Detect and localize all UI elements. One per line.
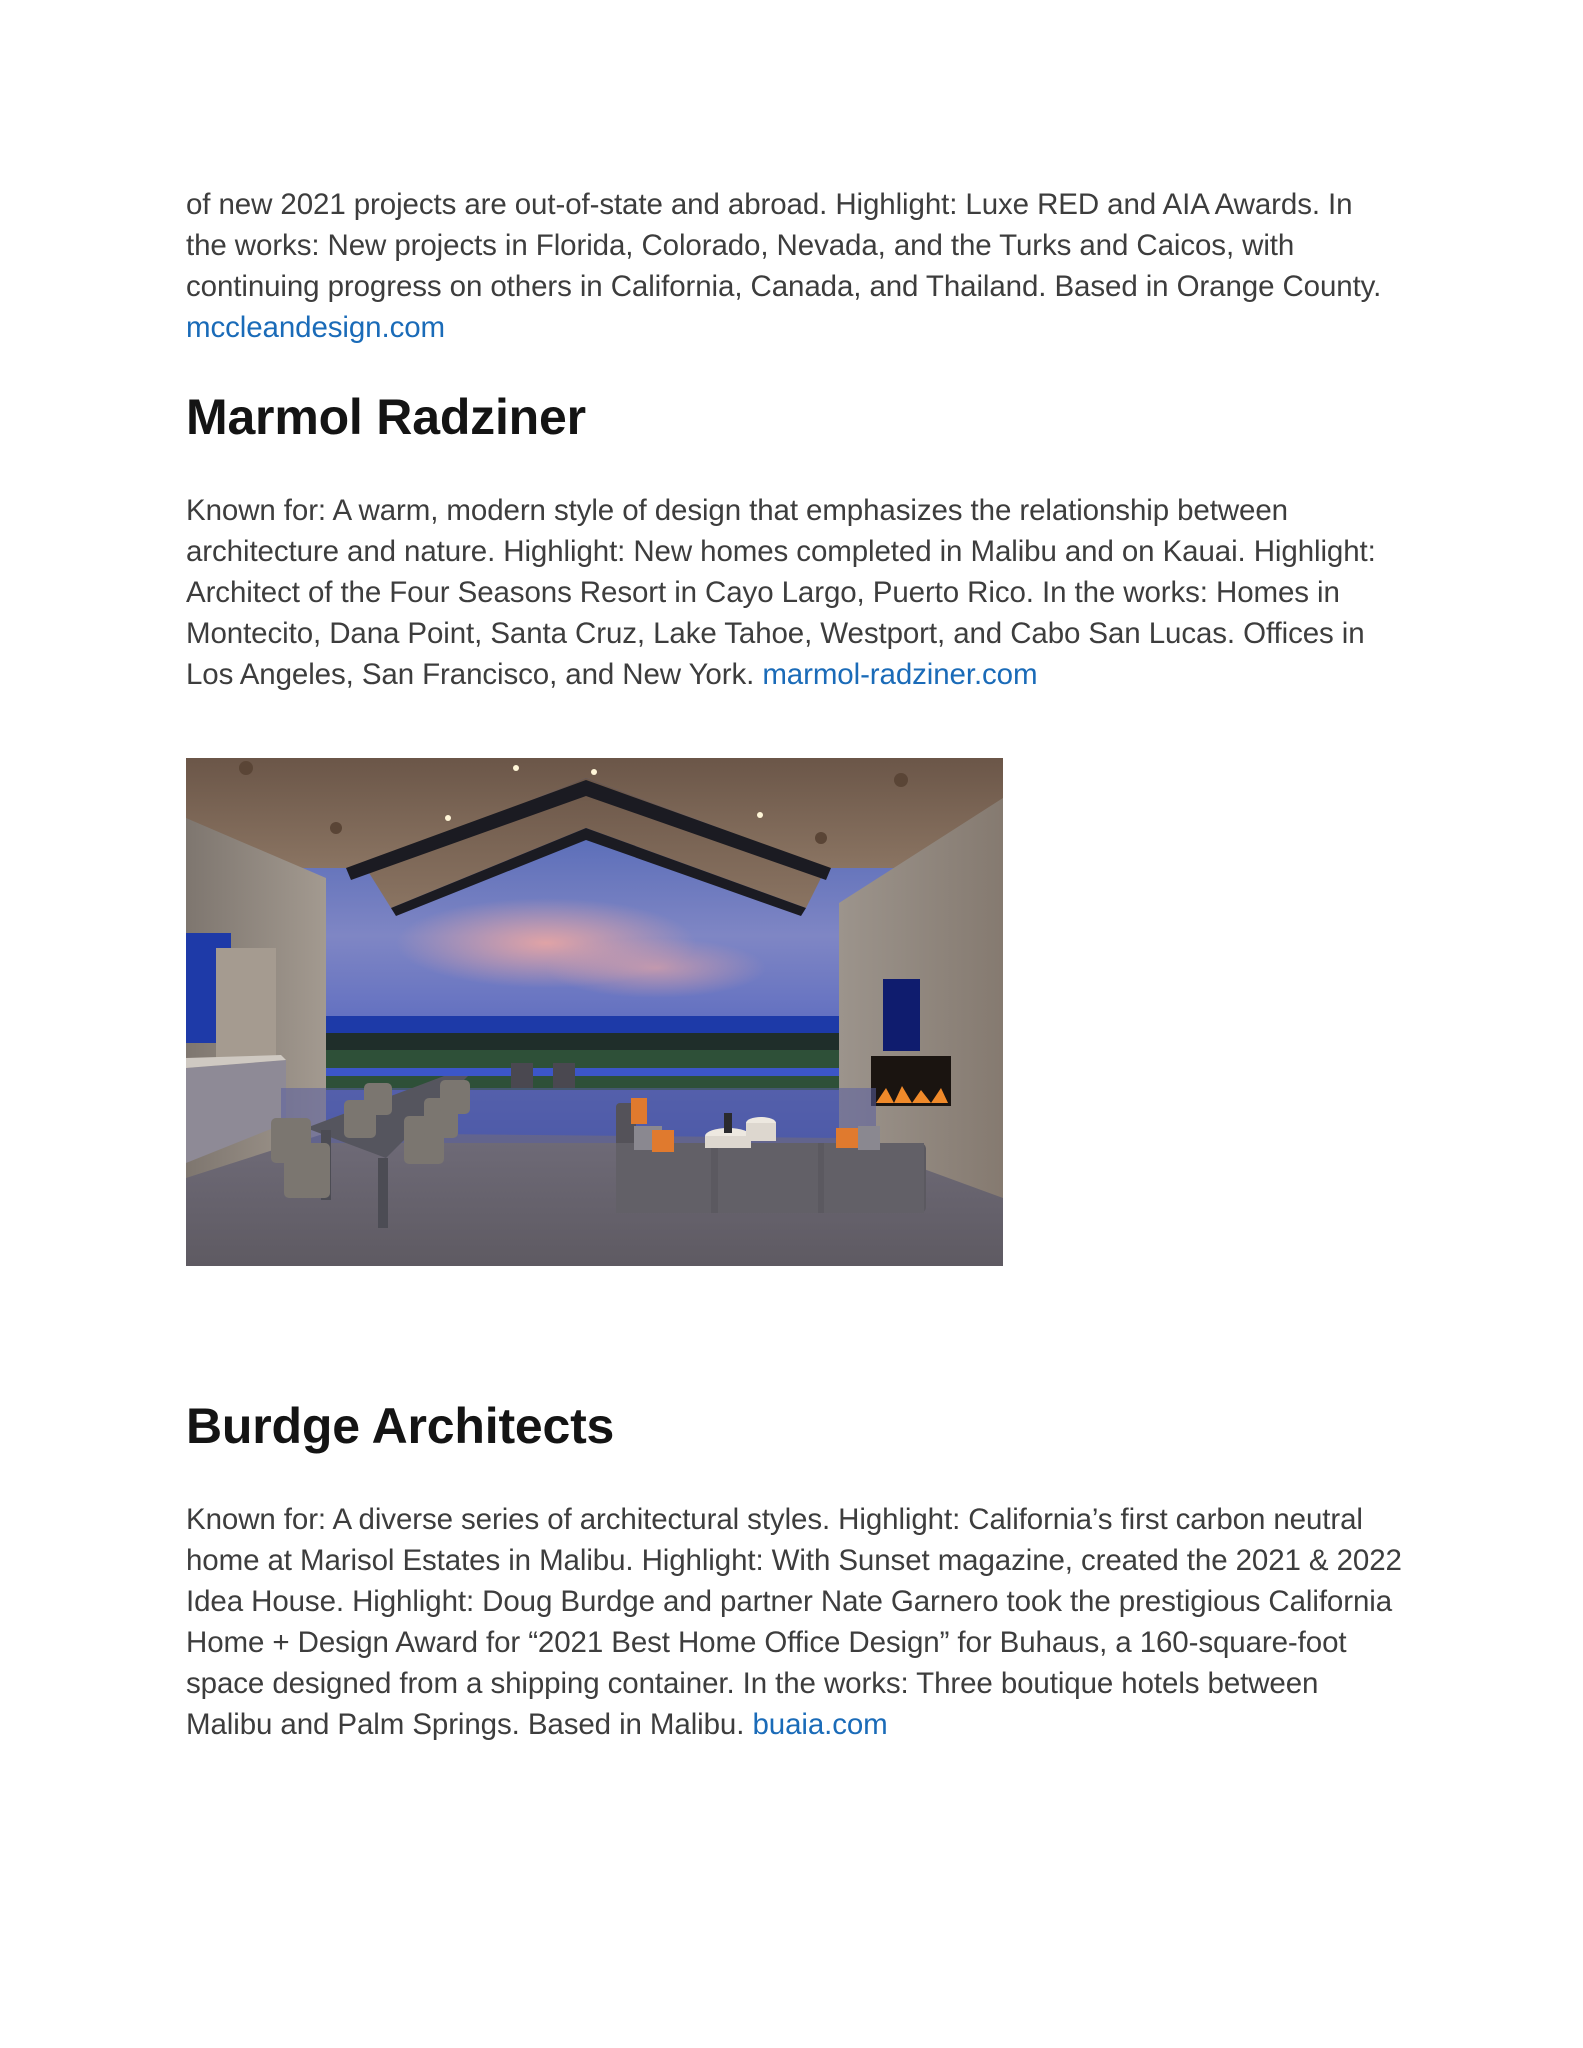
mcclean-body-text: of new 2021 projects are out-of-state and abroad. Highlight: Luxe RED and AIA Awards. In the works: New projects in Florida, Colorado, Nevada, and the Turks and Caicos, with continuing progress on others in California, Canada, and Thailand. Based in Orange County. [186, 188, 1382, 303]
burdge-architects-heading: Burdge Architects [186, 1398, 615, 1454]
mcclean-paragraph [186, 184, 1386, 348]
marmol-radziner-body-text: Known for: A warm, modern style of design that emphasizes the relationship between architecture and nature. Highlight: New homes completed in Malibu and on Kauai. Highlight: Architect of the Four Seasons Resort in Cayo Largo, Puerto Rico. In the works: Homes in Montecito, Dana Point, Santa Cruz, Lake Tahoe, Westport, and Cabo San Lucas. Offices in Los Angeles, San Francisco, and New York. [186, 494, 1376, 691]
pavilion-photo-illustration [186, 758, 1003, 1266]
burdge-architects-paragraph [186, 1499, 1406, 1745]
marmol-radziner-paragraph [186, 490, 1398, 695]
marmol-radziner-project-photo [186, 758, 1003, 1266]
burdge-architects-website-link[interactable]: buaia.com [752, 1708, 888, 1741]
marmol-radziner-website-link[interactable]: marmol-radziner.com [762, 658, 1038, 691]
burdge-architects-body-text: Known for: A diverse series of architectural styles. Highlight: California’s first carbon neutral home at Marisol Estates in Malibu. Highlight: With Sunset magazine, created the 2021 & 2022 Idea House. Highlight: Doug Burdge and partner Nate Garnero took the prestigious California Home + Design Award for “2021 Best Home Office Design” for Buhaus, a 160-square-foot space designed from a shipping container. In the works: Three boutique hotels between Malibu and Palm Springs. Based in Malibu. [186, 1503, 1402, 1741]
marmol-radziner-heading: Marmol Radziner [186, 389, 586, 445]
mcclean-website-link[interactable]: mccleandesign.com [186, 311, 446, 344]
